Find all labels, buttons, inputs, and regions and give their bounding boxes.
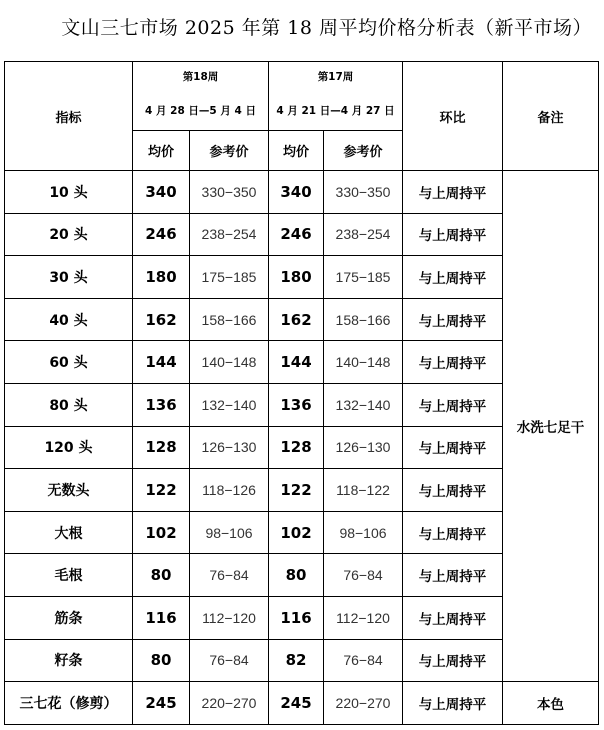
row-ref-b: 76−84 [324, 554, 403, 597]
row-ref-a: 126−130 [190, 426, 269, 469]
header-change: 环比 [403, 62, 503, 171]
row-ref-b: 175−185 [324, 256, 403, 299]
row-ref-a: 330−350 [190, 171, 269, 214]
row-name: 大根 [5, 511, 133, 554]
page-title: 文山三七市场 2025 年第 18 周平均价格分析表（新平市场） [61, 17, 592, 39]
row-avg-a: 122 [133, 469, 190, 512]
row-change: 与上周持平 [403, 596, 503, 639]
row-name: 10 头 [5, 171, 133, 214]
row-name: 20 头 [5, 213, 133, 256]
row-ref-a: 175−185 [190, 256, 269, 299]
header-week-b: 第17周 [269, 62, 403, 91]
remark-flower: 本色 [503, 682, 599, 725]
row-change: 与上周持平 [403, 341, 503, 384]
row-name: 筋条 [5, 596, 133, 639]
price-table [4, 61, 599, 725]
remark-main: 水洗七足干 [503, 171, 599, 682]
header-week-a: 第18周 [133, 62, 269, 91]
row-change: 与上周持平 [403, 298, 503, 341]
row-avg-a: 144 [133, 341, 190, 384]
header-indicator: 指标 [5, 62, 133, 171]
row-ref-b: 118−122 [324, 469, 403, 512]
row-avg-a: 340 [133, 171, 190, 214]
row-avg-b: 245 [269, 682, 324, 725]
row-name: 40 头 [5, 298, 133, 341]
row-ref-b: 132−140 [324, 383, 403, 426]
row-change: 与上周持平 [403, 469, 503, 512]
header-week-a-range: 4 月 28 日—5 月 4 日 [133, 91, 269, 131]
row-name: 三七花（修剪） [5, 682, 133, 725]
row-avg-a: 245 [133, 682, 190, 725]
row-avg-b: 80 [269, 554, 324, 597]
header-remark: 备注 [503, 62, 599, 171]
row-change: 与上周持平 [403, 171, 503, 214]
row-avg-b: 340 [269, 171, 324, 214]
row-change: 与上周持平 [403, 213, 503, 256]
row-change: 与上周持平 [403, 256, 503, 299]
row-avg-b: 122 [269, 469, 324, 512]
row-avg-b: 162 [269, 298, 324, 341]
row-ref-a: 76−84 [190, 639, 269, 682]
row-avg-a: 80 [133, 639, 190, 682]
row-avg-a: 116 [133, 596, 190, 639]
row-ref-b: 238−254 [324, 213, 403, 256]
row-ref-b: 98−106 [324, 511, 403, 554]
row-avg-b: 136 [269, 383, 324, 426]
row-name: 60 头 [5, 341, 133, 384]
row-ref-b: 330−350 [324, 171, 403, 214]
row-ref-b: 76−84 [324, 639, 403, 682]
table-row [5, 171, 599, 214]
row-ref-b: 140−148 [324, 341, 403, 384]
row-ref-a: 118−126 [190, 469, 269, 512]
row-avg-b: 116 [269, 596, 324, 639]
row-name: 120 头 [5, 426, 133, 469]
row-avg-a: 136 [133, 383, 190, 426]
row-name: 毛根 [5, 554, 133, 597]
row-name: 30 头 [5, 256, 133, 299]
row-name: 籽条 [5, 639, 133, 682]
row-avg-a: 128 [133, 426, 190, 469]
row-ref-a: 112−120 [190, 596, 269, 639]
row-ref-b: 158−166 [324, 298, 403, 341]
row-ref-a: 140−148 [190, 341, 269, 384]
row-avg-a: 180 [133, 256, 190, 299]
row-avg-a: 102 [133, 511, 190, 554]
row-ref-b: 220−270 [324, 682, 403, 725]
row-name: 无数头 [5, 469, 133, 512]
row-avg-a: 246 [133, 213, 190, 256]
row-ref-a: 158−166 [190, 298, 269, 341]
header-ref-b: 参考价 [324, 131, 403, 171]
row-change: 与上周持平 [403, 383, 503, 426]
row-ref-a: 76−84 [190, 554, 269, 597]
row-avg-a: 80 [133, 554, 190, 597]
header-week-b-range: 4 月 21 日—4 月 27 日 [269, 91, 403, 131]
row-avg-b: 128 [269, 426, 324, 469]
row-ref-a: 220−270 [190, 682, 269, 725]
table-row-flower [5, 682, 599, 725]
row-change: 与上周持平 [403, 426, 503, 469]
row-ref-a: 132−140 [190, 383, 269, 426]
row-avg-b: 180 [269, 256, 324, 299]
row-avg-b: 102 [269, 511, 324, 554]
row-ref-b: 112−120 [324, 596, 403, 639]
row-avg-b: 246 [269, 213, 324, 256]
row-change: 与上周持平 [403, 511, 503, 554]
row-change: 与上周持平 [403, 554, 503, 597]
row-avg-a: 162 [133, 298, 190, 341]
row-name: 80 头 [5, 383, 133, 426]
header-ref-a: 参考价 [190, 131, 269, 171]
header-avg-a: 均价 [133, 131, 190, 171]
row-avg-b: 82 [269, 639, 324, 682]
row-change: 与上周持平 [403, 682, 503, 725]
row-ref-a: 238−254 [190, 213, 269, 256]
row-avg-b: 144 [269, 341, 324, 384]
row-ref-a: 98−106 [190, 511, 269, 554]
row-ref-b: 126−130 [324, 426, 403, 469]
row-change: 与上周持平 [403, 639, 503, 682]
header-avg-b: 均价 [269, 131, 324, 171]
